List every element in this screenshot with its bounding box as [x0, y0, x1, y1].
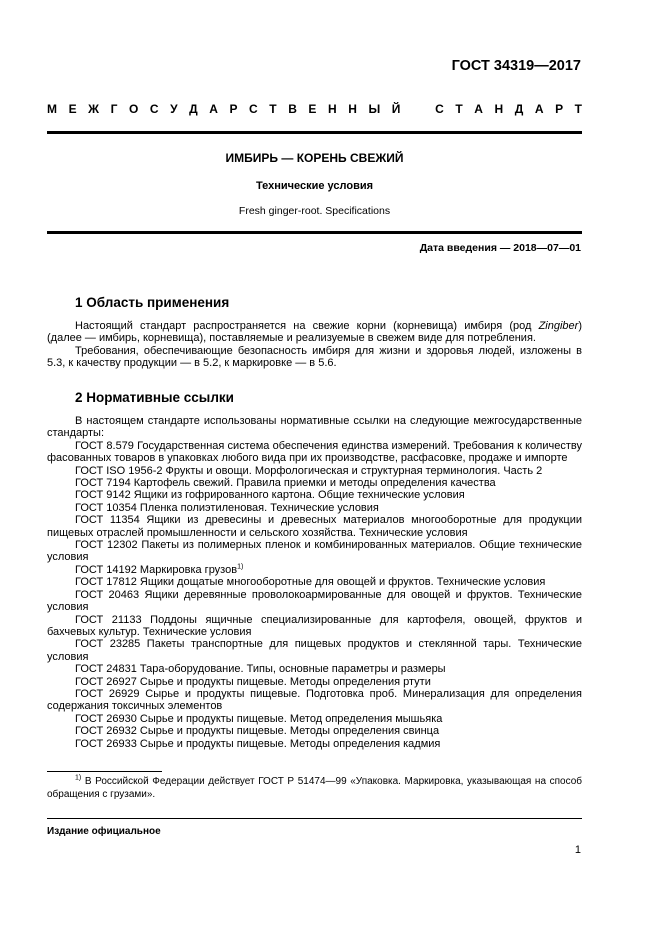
reference-item: ГОСТ 7194 Картофель свежий. Правила приемки и методы определения качества: [75, 477, 496, 490]
section-2-intro: В настоящем стандарте использованы нормативные ссылки на следующие межгосударственные стандарты:: [47, 415, 582, 440]
interstate-letter: Й: [391, 102, 401, 116]
reference-item: ГОСТ 8.579 Государственная система обеспечения единства измерений. Требования к количеству фасованных товаров в упаковках любого вида при их производстве, расфасовке, продаже и импорте: [47, 439, 582, 465]
reference-item: ГОСТ 26927 Сырье и продукты пищевые. Методы определения ртути: [75, 675, 431, 688]
section-1-paragraph-1: Настоящий стандарт распространяется на свежие корни (корневища) имбиря (род Zingiber) (далее — имбирь, корневища), поставляемые и реализуемые в свежем виде для потребления.: [47, 320, 582, 345]
footnote-rule: [47, 771, 162, 772]
reference-item: ГОСТ 26929 Сырье и продукты пищевые. Подготовка проб. Минерализация для определения содержания токсичных элементов: [47, 687, 582, 713]
reference-item: ГОСТ ISO 1956-2 Фрукты и овощи. Морфологическая и структурная терминология. Часть 2: [75, 464, 543, 477]
footnote: $^{1)}$ В Российской Федерации действует ГОСТ Р 51474—99 «Упаковка. Маркировка, указывающая на способ обращения с грузами».: [47, 774, 582, 800]
interstate-letter: М: [47, 102, 57, 116]
interstate-letter: А: [474, 102, 483, 116]
document-subtitle: Технические условия: [255, 180, 374, 192]
reference-list-b: [47, 576, 582, 750]
interstate-letter: Е: [308, 102, 317, 116]
official-edition-label: Издание официальное: [47, 826, 161, 837]
interstate-letter: Р: [555, 102, 564, 116]
footnote-marker[interactable]: 1): [237, 563, 244, 571]
interstate-letter: А: [534, 102, 544, 116]
reference-item: ГОСТ 26933 Сырье и продукты пищевые. Методы определения кадмия: [75, 737, 441, 750]
interstate-letter: С: [249, 102, 258, 116]
reference-item: ГОСТ 11354 Ящики из древесины и древесных материалов многооборотные для продукции пищевых отраслей промышленности и сельского хозяйства. Технические условия: [47, 514, 582, 539]
doc-number: ГОСТ 34319—2017: [451, 58, 581, 74]
section-1-heading: 1 Область применения: [75, 295, 230, 310]
interstate-letter: Н: [328, 102, 337, 116]
reference-item: ГОСТ 17812 Ящики дощатые многооборотные для овощей и фруктов. Технические условия: [75, 576, 546, 589]
top-rule: [47, 131, 582, 134]
interstate-letter: Д: [514, 102, 524, 116]
interstate-letter: В: [288, 102, 297, 116]
title-bottom-rule: [47, 231, 582, 234]
interstate-standard-label: [47, 102, 582, 116]
interstate-letter: Д: [189, 102, 198, 116]
genus-name: Zingiber: [538, 320, 579, 332]
footnote-number: 1): [75, 774, 82, 782]
interstate-letter: О: [128, 102, 139, 116]
intro-date: Дата введения — 2018—07—01: [419, 242, 581, 254]
reference-item: ГОСТ 9142 Ящики из гофрированного картона. Общие технические условия: [75, 489, 465, 502]
interstate-letter: С: [435, 102, 444, 116]
interstate-letter: А: [209, 102, 218, 116]
reference-item: ГОСТ 26930 Сырье и продукты пищевые. Метод определения мышьяка: [75, 712, 443, 725]
interstate-letter: Т: [455, 102, 463, 116]
section-2-heading: 2 Нормативные ссылки: [75, 390, 234, 405]
reference-item: ГОСТ 14192 Маркировка грузов$^{1)}$: [75, 563, 244, 576]
footer-rule: [47, 818, 582, 819]
reference-item: ГОСТ 20463 Ящики деревянные проволокоармированные для овощей и фруктов. Технические условия: [47, 588, 582, 614]
interstate-letter: Н: [348, 102, 357, 116]
reference-item: ГОСТ 24831 Тара-оборудование. Типы, основные параметры и размеры: [75, 663, 446, 676]
reference-item: ГОСТ 21133 Поддоны ящичные специализированные для картофеля, овощей, фруктов и бахчевых культур. Технические условия: [47, 613, 582, 638]
reference-item: ГОСТ 12302 Пакеты из полимерных пленок и комбинированных материалов. Общие технические условия: [47, 539, 582, 564]
reference-item: ГОСТ 23285 Пакеты транспортные для пищевых продуктов и стеклянной тары. Технические условия: [47, 638, 582, 663]
section-2-body: [47, 415, 582, 750]
interstate-letter: С: [149, 102, 159, 116]
interstate-letter: Е: [68, 102, 77, 116]
reference-item: ГОСТ 10354 Пленка полиэтиленовая. Технические условия: [75, 501, 379, 514]
interstate-letter: Т: [574, 102, 582, 116]
reference-list-a: [47, 440, 582, 564]
document-title: ИМБИРЬ — КОРЕНЬ СВЕЖИЙ: [225, 151, 404, 165]
interstate-letter: Г: [110, 102, 118, 116]
page-number: 1: [574, 844, 581, 856]
section-1-body: [47, 320, 582, 370]
interstate-letter: Ж: [88, 102, 99, 116]
section-1-paragraph-2: Требования, обеспечивающие безопасность имбиря для жизни и здоровья людей, изложены в 5.3, к качеству продукции — в 5.2, к маркировке — в 5.6.: [47, 344, 582, 370]
interstate-letter: Р: [229, 102, 238, 116]
interstate-letter: Ы: [368, 102, 381, 116]
document-title-en: Fresh ginger-root. Specifications: [238, 205, 391, 217]
interstate-letter: Т: [269, 102, 277, 116]
reference-item: ГОСТ 26932 Сырье и продукты пищевые. Методы определения свинца: [75, 725, 440, 738]
interstate-letter: У: [170, 102, 178, 116]
interstate-letter: Н: [494, 102, 504, 116]
